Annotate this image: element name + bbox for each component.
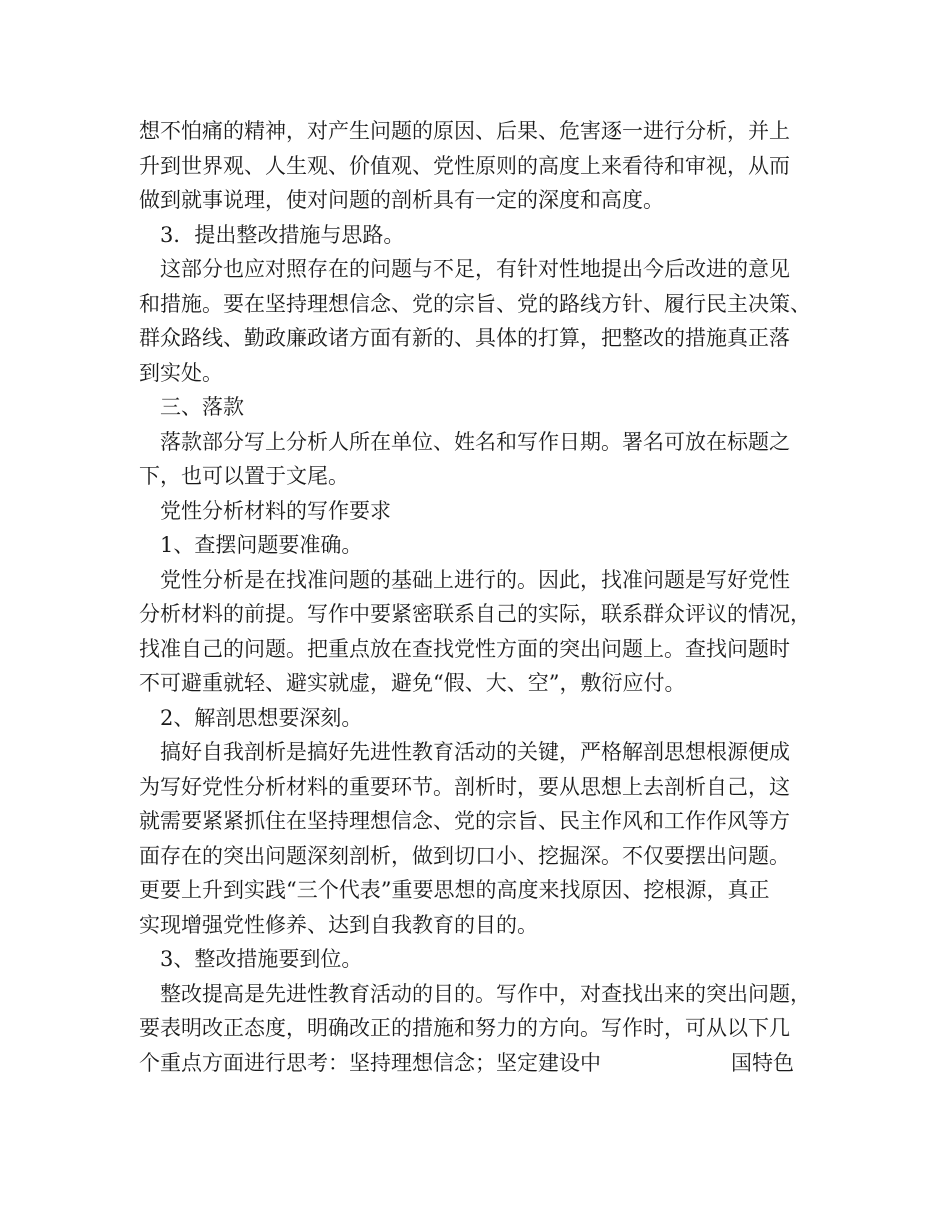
text-line: 和措施。要在坚持理想信念、党的宗旨、党的路线方针、履行民主决策、 — [139, 291, 811, 316]
section-heading: 1、查摆问题要准确。 — [160, 533, 363, 557]
text-line: 整改提高是先进性教育活动的目的。写作中，对查找出来的突出问题， — [160, 981, 811, 1006]
section-heading: 3、整改措施要到位。 — [160, 947, 363, 971]
text-line: 到实处。 — [139, 360, 223, 385]
text-line: 做到就事说理，使对问题的剖析具有一定的深度和高度。 — [139, 188, 664, 212]
text-line: 不可避重就轻、避实就虚，避免“假、大、空”，敷衍应付。 — [139, 671, 686, 695]
text-line: 找准自己的问题。把重点放在查找党性方面的突出问题上。查找问题时 — [139, 636, 790, 661]
section-heading: 2、解剖思想要深刻。 — [160, 705, 363, 730]
text-line: 要表明改正态度，明确改正的措施和努力的方向。写作时，可从以下几 — [139, 1016, 790, 1040]
document-body — [139, 114, 819, 1080]
text-line: 更要上升到实践“三个代表”重要思想的高度来找原因、挖根源，真正 — [139, 878, 770, 902]
text-line: 落款部分写上分析人所在单位、姓名和写作日期。署名可放在标题之 — [160, 429, 790, 454]
text-line: 实现增强党性修养、达到自我教育的目的。 — [139, 912, 538, 937]
text-line: 为写好党性分析材料的重要环节。剖析时，要从思想上去剖析自己，这 — [139, 774, 790, 799]
text-line-last — [139, 1046, 819, 1081]
section-heading: 三、落款 — [160, 395, 244, 419]
section-heading: 3．提出整改措施与思路。 — [160, 222, 405, 247]
text-line: 党性分析是在找准问题的基础上进行的。因此，找准问题是写好党性 — [160, 567, 790, 592]
text-line: 下，也可以置于文尾。 — [139, 464, 349, 488]
text-line: 群众路线、勤政廉政诸方面有新的、具体的打算，把整改的措施真正落 — [139, 326, 790, 350]
text-line: 就需要紧紧抓住在坚持理想信念、党的宗旨、民主作风和工作作风等方 — [139, 809, 790, 833]
text-line: 面存在的突出问题深刻剖析，做到切口小、挖掘深。不仅要摆出问题。 — [139, 843, 790, 868]
last-line-right: 国特色 — [731, 1050, 794, 1075]
text-line: 这部分也应对照存在的问题与不足，有针对性地提出今后改进的意见 — [160, 257, 790, 281]
text-line: 分析材料的前提。写作中要紧密联系自己的实际，联系群众评议的情况， — [139, 602, 811, 626]
last-line-left: 个重点方面进行思考：坚持理想信念；坚定建设中 — [139, 1050, 601, 1075]
text-line: 升到世界观、人生观、价值观、党性原则的高度上来看待和审视，从而 — [139, 153, 790, 178]
section-heading: 党性分析材料的写作要求 — [160, 498, 391, 523]
text-line: 搞好自我剖析是搞好先进性教育活动的关键，严格解剖思想根源便成 — [160, 740, 790, 764]
text-line: 想不怕痛的精神，对产生问题的原因、后果、危害逐一进行分析，并上 — [139, 119, 790, 143]
